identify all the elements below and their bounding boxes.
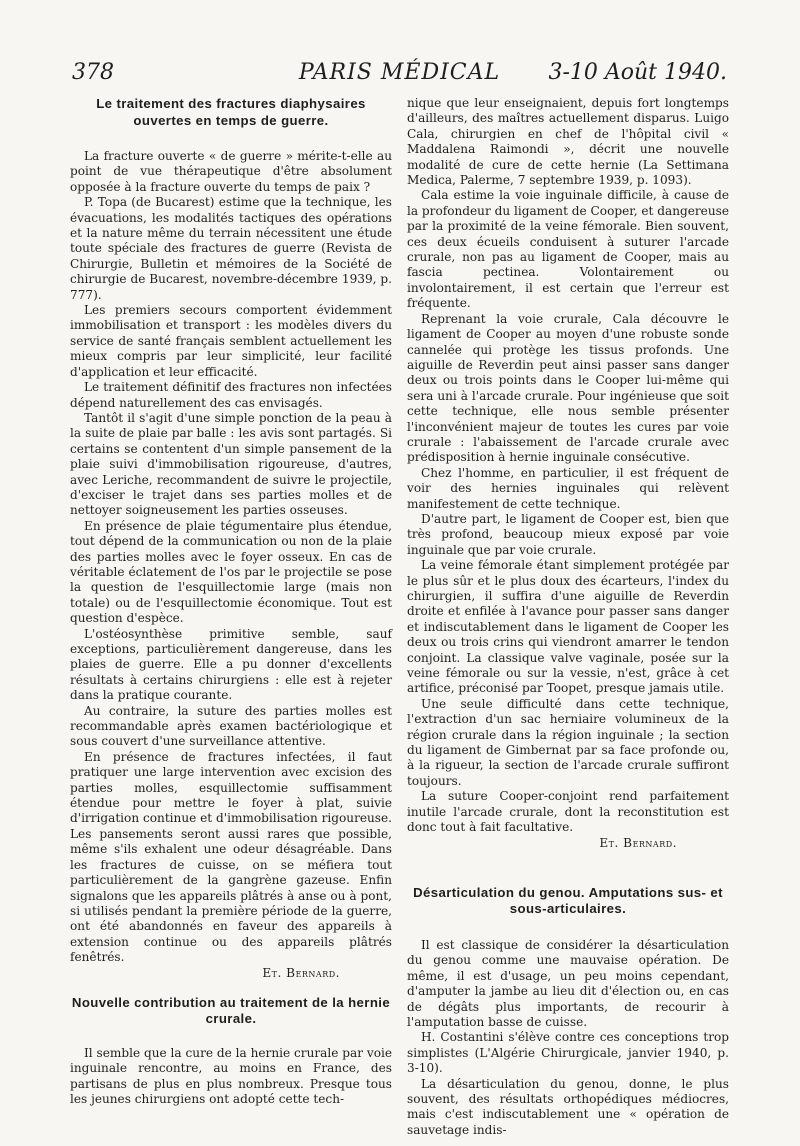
article-paragraph: En présence de fractures infectées, il faut pratiquer une large intervention avec excision des parties molles, esquillectomie suffisamment étendue pour mettre le foyer à plat, suivie d'irrigation continue et d'immobilisation rigoureuse. Les pansements seront aussi rares que possible, même s'ils exhalent une odeur désagréable. Dans les fractures de cuisse, on se méfiera tout particulièrement de la gangrène gazeuse. Enfin signalons que les appareils plâtrés à anse ou à pont, si utilisés pendant la première période de la guerre, ont été abandonnés en faveur des appareils à extension continue ou des appareils plâtrés fenêtrés. [70,749,392,965]
left-column [70,96,392,1108]
journal-title: PARIS MÉDICAL [298,60,501,85]
article-paragraph: Il semble que la cure de la hernie crurale par voie inguinale rencontre, au moins en France, des partisans de plus en plus nombreux. Presque tous les jeunes chirurgiens ont adopté cette tech- [70,1045,392,1107]
article-paragraph: La désarticulation du genou, donne, le plus souvent, des résultats orthopédiques médiocres, mais c'est indiscutablement une « opération de sauvetage indis- [407,1076,729,1137]
article-paragraph-continued: nique que leur enseignaient, depuis fort longtemps d'ailleurs, des maîtres actuellement disparus. Luigo Cala, chirurgien en chef de l'hôpital civil « Maddalena Raimondi », décrit une nouvelle modalité de cure de cette hernie (La Settimana Medica, Palerme, 7 septembre 1939, p. 1093). [407,96,729,188]
page-header [72,60,727,92]
article-paragraph: Une seule difficulté dans cette technique, l'extraction d'un sac herniaire volumineux de la région crurale dans la région inguinale ; la section du ligament de Gimbernat par sa face profonde ou, à la rigueur, la section de l'arcade crurale suffiront toujours. [407,696,729,788]
article-paragraph: D'autre part, le ligament de Cooper est, bien que très profond, beaucoup mieux exposé par voie inguinale que par voie crurale. [407,511,729,557]
article-title-genou: Désarticulation du genou. Amputations sus- et sous-articulaires. [413,884,723,917]
article-paragraph: Tantôt il s'agit d'une simple ponction de la peau à la suite de plaie par balle : les avis sont partagés. Si certains se contentent d'un simple pansement de la plaie suivi d'immobilisation rigoureuse, d'autres, avec Leriche, recommandent de suivre le projectile, d'exciser le trajet dans ses parties molles et de nettoyer soigneusement les parties osseuses. [70,410,392,518]
article-paragraph: La fracture ouverte « de guerre » mérite-t-elle au point de vue thérapeutique d'être absolument opposée à la fracture ouverte du temps de paix ? [70,149,392,194]
right-column [407,96,729,1138]
issue-date: 3-10 Août 1940. [548,60,727,85]
article-paragraph: Reprenant la voie crurale, Cala découvre le ligament de Cooper au moyen d'une robuste sonde cannelée qui protège les tissus profonds. Une aiguille de Reverdin peut ainsi passer sans danger deux ou trois points dans le Cooper lui-même qui sera uni à l'arcade crurale. Pour ingénieuse que soit cette technique, elle nous semble présenter l'inconvénient majeur de toutes les cures par voie crurale : l'abaissement de l'arcade crurale avec prédisposition à hernie inguinale consécutive. [407,311,729,465]
article-paragraph: P. Topa (de Bucarest) estime que la technique, les évacuations, les modalités tactiques des opérations et la nature même du terrain nécessitent une étude toute spéciale des fractures de guerre (Revista de Chirurgie, Bulletin et mémoires de la Société de chirurgie de Bucarest, novembre-décembre 1939, p. 777). [70,195,392,302]
article-paragraph: Il est classique de considérer la désarticulation du genou comme une mauvaise opération. De même, il est d'usage, un peu moins cependant, d'amputer la jambe au lieu dit d'élection ou, en cas de dégâts plus importants, de recourir à l'amputation basse de cuisse. [407,937,729,1029]
article-paragraph: Cala estime la voie inguinale difficile, à cause de la profondeur du ligament de Cooper, et dangereuse par la proximité de la veine fémorale. Bien souvent, ces deux écueils conduisent à suturer l'arcade crurale, non pas au ligament de Cooper, mais au fascia pectinea. Volontairement ou involontairement, il est certain que l'erreur est fréquente. [407,188,729,311]
author-signature: Et. Bernard. [262,965,340,980]
article-paragraph: Chez l'homme, en particulier, il est fréquent de voir des hernies inguinales qui relèvent manifestement de cette technique. [407,465,729,511]
article-paragraph: H. Costantini s'élève contre ces conceptions trop simplistes (L'Algérie Chirurgicale, janvier 1940, p. 3-10). [407,1030,729,1076]
article-paragraph: La veine fémorale étant simplement protégée par le plus sûr et le plus doux des écarteurs, l'index du chirurgien, il suffira d'une aiguille de Reverdin droite et enfilée à l'avance pour passer sans danger et indiscutablement dans le ligament de Cooper les deux ou trois crins qui viendront amarrer le tendon conjoint. La classique valve vaginale, posée sur la veine fémorale ou sur la vessie, n'est, grâce à cet artifice, préconisé par Toopet, presque jamais utile. [407,558,729,696]
author-signature: Et. Bernard. [599,835,677,850]
article-paragraph: L'ostéosynthèse primitive semble, sauf exceptions, particulièrement dangereuse, dans les plaies de guerre. Elle a pu donner d'excellents résultats à certains chirurgiens : elle est à rejeter dans la pratique courante. [70,626,392,703]
article-paragraph: La suture Cooper-conjoint rend parfaitement inutile l'arcade crurale, dont la reconstitution est donc tout à fait facultative. [407,789,729,835]
article-title-hernie: Nouvelle contribution au traitement de la hernie crurale. [71,994,391,1027]
article-paragraph: Le traitement définitif des fractures non infectées dépend naturellement des cas envisagés. [70,380,392,410]
page-number: 378 [72,60,114,85]
article-paragraph: En présence de plaie tégumentaire plus étendue, tout dépend de la communication ou non de la plaie des parties molles avec le foyer osseux. En cas de véritable éclatement de l'os par le projectile se pose la question de l'esquillectomie large (mais non totale) ou de l'esquillectomie économique. Tout est question d'espèce. [70,518,392,626]
article-paragraph: Au contraire, la suture des parties molles est recommandable après examen bactériologique et sous couvert d'une surveillance attentive. [70,703,392,749]
article-paragraph: Les premiers secours comportent évidemment immobilisation et transport : les modèles divers du service de santé français semblent actuellement les mieux compris par leur simplicité, leur facilité d'application et leur efficacité. [70,303,392,379]
article-title-fractures: Le traitement des fractures diaphysaires ouvertes en temps de guerre. [96,96,366,128]
